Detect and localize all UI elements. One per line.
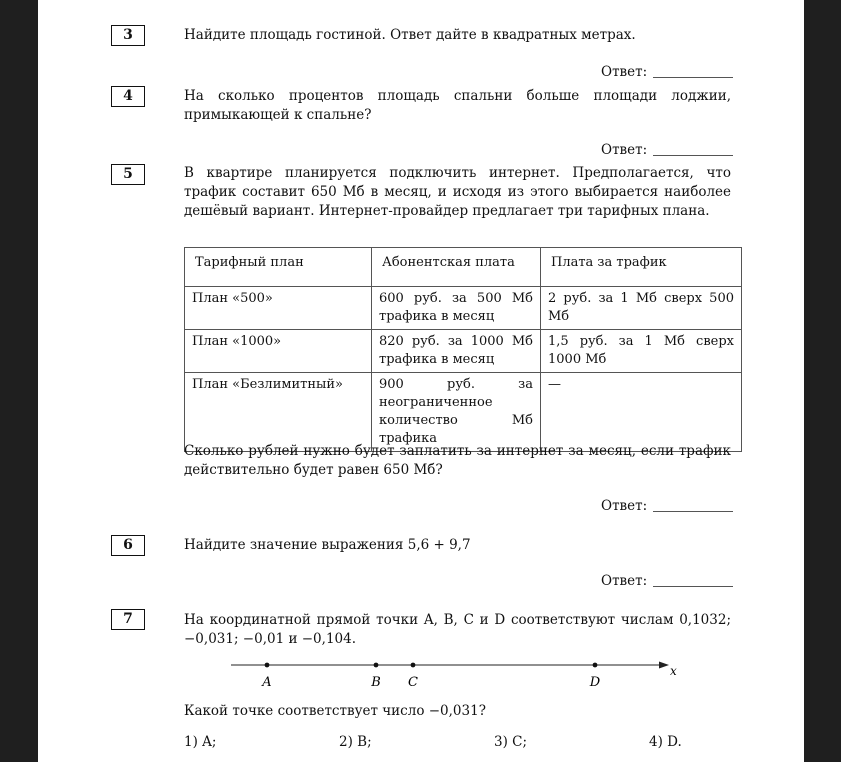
question-7-text: На координатной прямой точки A, B, C и D соответствуют числам 0,1032; −0,031; −0,01 и −0,104.	[184, 612, 731, 647]
tariff-table	[184, 247, 742, 452]
question-4-text: На сколько процентов площадь спальни больше площади лоджии, примыкающей к спальне?	[184, 88, 731, 123]
question-number-5: 5	[111, 164, 145, 185]
point-label: B	[371, 675, 381, 690]
question-3-text: Найдите площадь гостиной. Ответ дайте в квадратных метрах.	[184, 27, 636, 43]
question-number-6: 6	[111, 535, 145, 556]
table-header-cell: Абонентская плата	[372, 248, 541, 287]
option-4[interactable]: 4) D.	[649, 734, 682, 750]
point-label: D	[589, 675, 601, 690]
table-row	[185, 330, 742, 373]
table-header-cell: Тарифный план	[185, 248, 372, 287]
point-b	[374, 663, 379, 668]
answer-5-field[interactable]	[653, 511, 733, 512]
table-row	[185, 287, 742, 330]
axis-arrow-icon	[659, 662, 669, 669]
option-3[interactable]: 3) C;	[494, 734, 528, 750]
question-6-text: Найдите значение выражения 5,6 + 9,7	[184, 537, 471, 553]
question-5-intro: В квартире планируется подключить интернет. Предполагается, что трафик составит 650 Мб в месяц, и исходя из этого выбирается наиболее дешёвый вариант. Интернет-провайдер предлагает три тарифных плана.	[184, 165, 731, 219]
table-row	[185, 373, 742, 452]
table-cell: —	[541, 373, 742, 452]
answer-label: Ответ:	[601, 142, 648, 158]
answer-3-field[interactable]	[653, 77, 733, 78]
question-number-4: 4	[111, 86, 145, 107]
table-cell: 1,5 руб. за 1 Мб сверх 1000 Мб	[541, 330, 742, 373]
answer-6-field[interactable]	[653, 586, 733, 587]
point-d	[593, 663, 598, 668]
answer-label: Ответ:	[601, 573, 648, 589]
point-label: C	[408, 675, 418, 690]
option-1[interactable]: 1) A;	[184, 734, 217, 750]
table-cell: 820 руб. за 1000 Мб трафика в месяц	[372, 330, 541, 373]
question-7-text: Какой точке соответствует число −0,031?	[184, 703, 486, 719]
question-5-text: Сколько рублей нужно будет заплатить за интернет за месяц, если трафик действительно будет равен 650 Мб?	[184, 443, 731, 478]
table-cell: 600 руб. за 500 Мб трафика в месяц	[372, 287, 541, 330]
option-2[interactable]: 2) B;	[339, 734, 372, 750]
table-cell: План «500»	[185, 287, 372, 330]
answer-4	[601, 142, 733, 158]
point-c	[411, 663, 416, 668]
table-cell: План «Безлимитный»	[185, 373, 372, 452]
table-cell: 900 руб. за неограниченное количество Мб трафика	[372, 373, 541, 452]
table-header-row	[185, 248, 742, 287]
question-number-7: 7	[111, 609, 145, 630]
answer-3	[601, 64, 733, 80]
table-cell: План «1000»	[185, 330, 372, 373]
exam-page	[38, 0, 804, 762]
answer-4-field[interactable]	[653, 155, 733, 156]
axis-label: x	[670, 664, 677, 678]
point-label: A	[262, 675, 272, 690]
answer-label: Ответ:	[601, 64, 648, 80]
answer-5	[601, 498, 733, 514]
number-line	[223, 655, 693, 691]
point-a	[265, 663, 270, 668]
question-number-3: 3	[111, 25, 145, 46]
answer-label: Ответ:	[601, 498, 648, 514]
table-header-cell: Плата за трафик	[541, 248, 742, 287]
table-cell: 2 руб. за 1 Мб сверх 500 Мб	[541, 287, 742, 330]
answer-6	[601, 573, 733, 589]
